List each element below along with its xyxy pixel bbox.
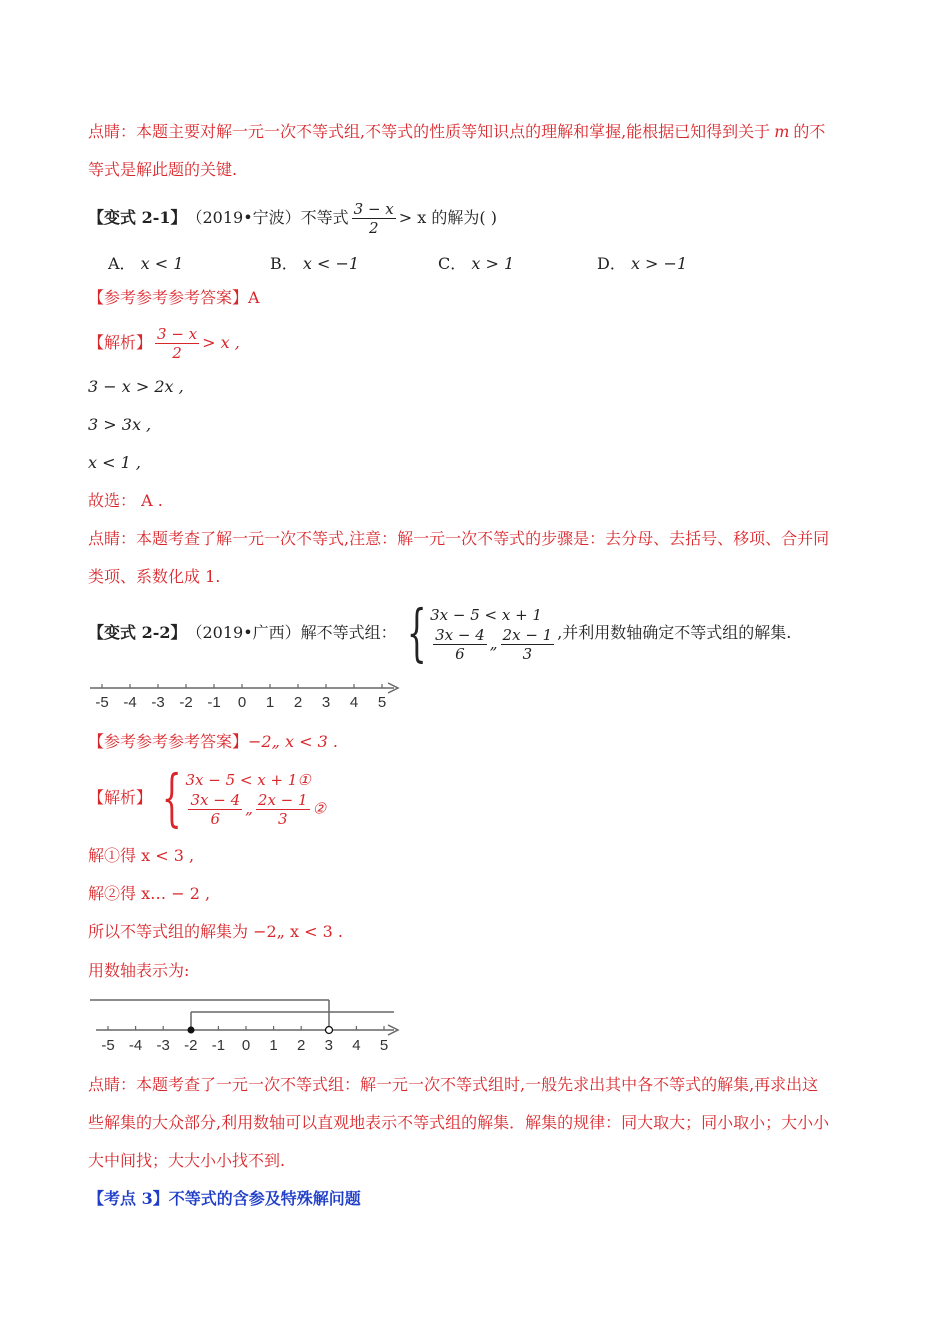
fraction-denominator: 3 — [522, 644, 533, 663]
option-d — [597, 251, 687, 274]
left-brace: { — [406, 596, 427, 669]
key-point-label: 【考点 3】 — [88, 1189, 169, 1208]
note-3-line-2: 些解集的大众部分,利用数轴可以直观地表示不等式组的解集．解集的规律：同大取大；同小取小；大小小 — [88, 1113, 830, 1132]
fraction-numerator: 3x − 4 — [190, 790, 241, 809]
note-1-line-1 — [88, 122, 868, 142]
option-key: C． — [438, 254, 467, 273]
choice-line: 故选： A . — [88, 491, 163, 510]
fraction-denominator: 2 — [368, 218, 379, 237]
system-relation: „ — [489, 634, 498, 652]
note-1-var: m — [774, 122, 790, 141]
open-point-3 — [326, 1027, 333, 1034]
system-line-1: 3x − 5 < x + 1① — [185, 770, 311, 789]
system-relation: „ — [245, 799, 253, 817]
option-key: B． — [270, 254, 298, 273]
variant-2-1-answer — [88, 288, 868, 308]
variant-2-1-fraction — [352, 200, 396, 237]
option-b — [270, 251, 359, 274]
system-line-1: 3x − 5 < x + 1 — [430, 605, 542, 624]
system-line-2 — [185, 791, 326, 828]
solve-step-4: 用数轴表示为: — [88, 961, 190, 980]
note-1-end: 的不 — [793, 122, 826, 141]
key-point-title: 不等式的含参及特殊解问题 — [168, 1189, 361, 1208]
step-1: 3 − x > 2x , — [88, 377, 184, 396]
solution-axis-tick-label: 0 — [241, 1037, 251, 1054]
solve-step-3: 所以不等式组的解集为 −2„ x < 3 . — [88, 922, 344, 941]
option-expr: x < 1 — [140, 254, 184, 273]
solve-step-2: 解②得 x… − 2 , — [88, 884, 211, 903]
variant-2-1-source: （2019•宁波）不等式 — [186, 208, 349, 227]
step-3: x < 1 , — [88, 453, 141, 472]
question-axis-tick-label: -4 — [123, 694, 137, 711]
solution-axis-tick-label: -4 — [128, 1037, 143, 1054]
system-lines — [185, 769, 326, 828]
note-1-line-2: 等式是解此题的关键. — [88, 160, 238, 179]
number-line-question — [88, 678, 408, 714]
fraction-denominator: 3 — [277, 809, 288, 828]
variant-2-2-question — [88, 598, 868, 668]
option-c — [438, 251, 514, 274]
analysis-system — [152, 761, 327, 834]
answer-value: −2„ x < 3 . — [248, 732, 338, 751]
system-fraction-1 — [433, 626, 487, 663]
key-point-3-heading — [88, 1189, 868, 1209]
fraction-numerator: 3 − x — [353, 199, 394, 218]
variant-2-1-after: > x 的解为( ) — [398, 208, 497, 227]
note-2-line-2: 类项、系数化成 1. — [88, 567, 221, 586]
question-axis-tick-label: 3 — [321, 694, 331, 711]
fraction-numerator: 2x − 1 — [257, 790, 308, 809]
variant-2-2-answer — [88, 732, 868, 752]
number-line-solution — [88, 996, 408, 1058]
answer-value: A — [248, 288, 260, 307]
solution-axis-tick-label: 2 — [297, 1037, 306, 1054]
solution-axis-tick-label: 3 — [324, 1037, 333, 1054]
note-1-text: 点睛：本题主要对解一元一次不等式组,不等式的性质等知识点的理解和掌握,能根据已知得到关于 — [88, 122, 771, 141]
question-axis-tick-label: 4 — [349, 694, 359, 711]
question-axis-tick-label: -5 — [95, 694, 109, 711]
option-expr: x < −1 — [302, 254, 360, 273]
variant-2-2-source: （2019•广西）解不等式组： — [186, 623, 397, 642]
variant-2-1-label: 【变式 2-1】 — [88, 208, 187, 227]
variant-2-2-after: ,并利用数轴确定不等式组的解集. — [557, 623, 792, 642]
question-axis-tick-label: 2 — [293, 694, 303, 711]
circled-mark-2: ② — [312, 799, 327, 817]
left-brace: { — [161, 761, 182, 834]
closed-point-neg2 — [188, 1027, 195, 1034]
inequality-system — [397, 596, 558, 669]
note-3-line-1: 点睛：本题考查了一元一次不等式组：解一元一次不等式组时,一般先求出其中各不等式的解集,再求出这 — [88, 1075, 819, 1094]
fraction-numerator: 3 − x — [157, 324, 198, 343]
fraction-denominator: 6 — [210, 809, 221, 828]
variant-2-1-analysis — [88, 324, 868, 362]
solution-axis-tick-label: -5 — [101, 1037, 115, 1054]
question-axis-tick-label: -3 — [151, 694, 165, 711]
question-axis-tick-label: 1 — [265, 694, 275, 711]
system-fraction-1 — [188, 791, 242, 828]
system-lines — [430, 604, 557, 663]
question-axis-tick-label: 0 — [237, 694, 247, 711]
option-expr: x > −1 — [630, 254, 688, 273]
system-fraction-2 — [256, 791, 310, 828]
variant-2-1-question — [88, 200, 868, 236]
analysis-after: > x , — [202, 333, 240, 352]
fraction-denominator: 2 — [172, 343, 182, 362]
note-3-line-3: 大中间找；大大小小找不到. — [88, 1151, 286, 1170]
option-key: A． — [108, 254, 136, 273]
note-2-line-1: 点睛：本题考查了解一元一次不等式,注意：解一元一次不等式的步骤是：去分母、去括号、移项、合并同 — [88, 529, 830, 548]
solution-axis-tick-label: 5 — [379, 1037, 389, 1054]
solution-axis-tick-label: -2 — [184, 1037, 198, 1054]
step-2: 3 > 3x , — [88, 415, 152, 434]
fraction-numerator: 3x − 4 — [435, 625, 485, 644]
question-axis-tick-label: -1 — [207, 694, 221, 711]
solve-step-1: 解①得 x < 3 , — [88, 846, 195, 865]
analysis-label: 【解析】 — [88, 333, 153, 352]
solution-axis-tick-label: -3 — [156, 1037, 170, 1054]
fraction-denominator: 6 — [455, 644, 465, 663]
fraction-numerator: 2x − 1 — [502, 625, 553, 644]
analysis-fraction — [155, 325, 199, 362]
question-axis-tick-label: 5 — [377, 694, 387, 711]
solution-axis-tick-label: -1 — [211, 1037, 226, 1054]
option-key: D． — [597, 254, 626, 273]
option-a — [108, 251, 183, 274]
answer-label: 【参考参考参考答案】 — [88, 288, 249, 307]
variant-2-2-analysis — [88, 762, 868, 834]
solution-axis-tick-label: 4 — [352, 1037, 361, 1054]
solution-axis-tick-label: 1 — [269, 1037, 278, 1054]
option-expr: x > 1 — [471, 254, 515, 273]
variant-2-2-label: 【变式 2-2】 — [88, 623, 187, 642]
analysis-label: 【解析】 — [88, 788, 153, 807]
system-line-2 — [430, 626, 557, 663]
system-fraction-2 — [501, 626, 555, 663]
answer-label: 【参考参考参考答案】 — [88, 732, 249, 751]
question-axis-tick-label: -2 — [179, 694, 193, 711]
